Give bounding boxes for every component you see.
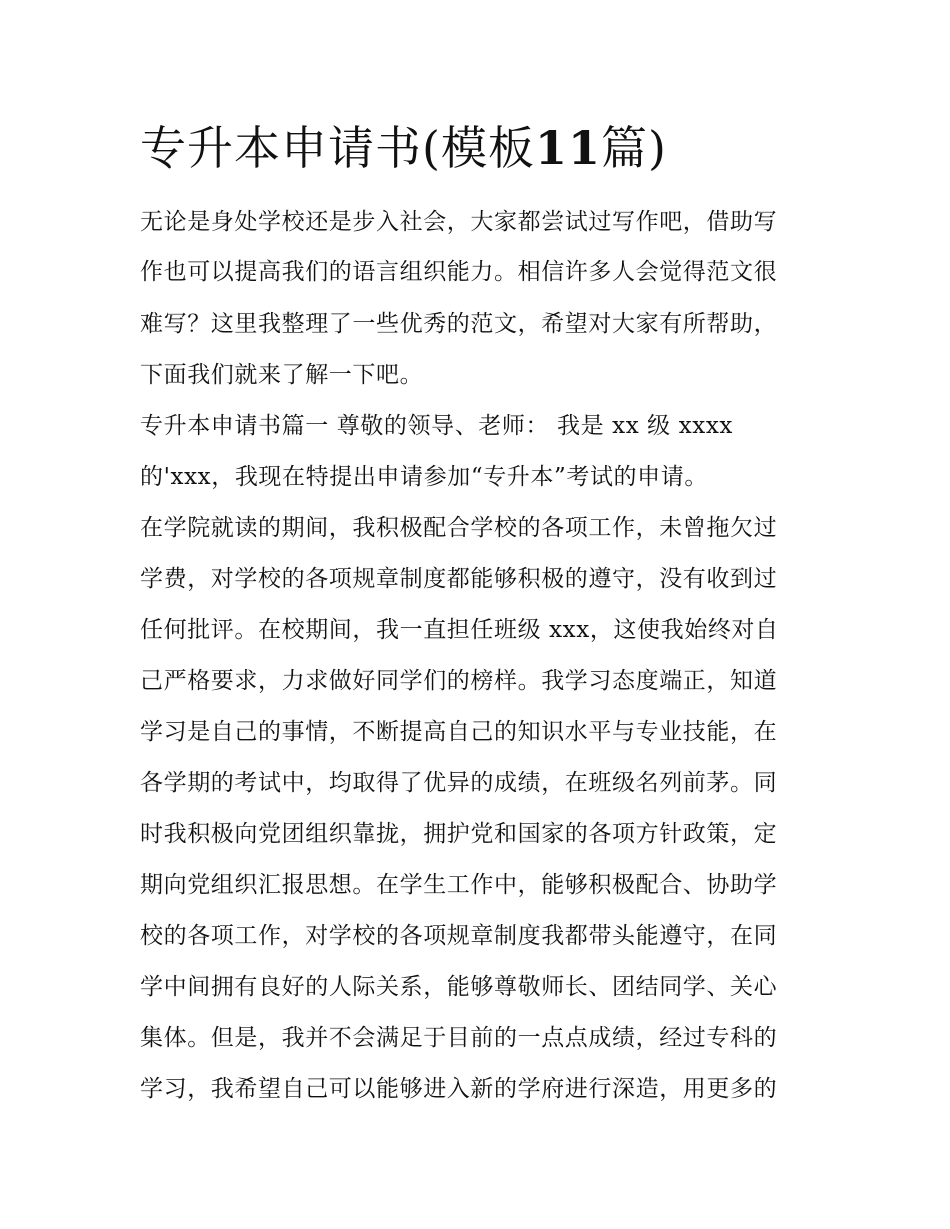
text-line: 各学期的考试中，均取得了优异的成绩，在班级名列前茅。同 bbox=[140, 770, 778, 796]
title-number: 11 bbox=[534, 121, 601, 175]
text-line: 任何批评。在校期间，我一直担任班级 xxx，这使我始终对自 bbox=[140, 617, 779, 643]
text-line: 学习是自己的事情，不断提高自己的知识水平与专业技能，在 bbox=[140, 719, 778, 745]
text-line: 时我积极向党团组织靠拢，拥护党和国家的各项方针政策，定 bbox=[140, 821, 778, 847]
text-line: 专升本申请书篇一 尊敬的领导、老师： 我是 xx 级 xxxx bbox=[140, 413, 733, 439]
text-line: 己严格要求，力求做好同学们的榜样。我学习态度端正，知道 bbox=[140, 668, 778, 694]
title-prefix: 专升本申请书(模板 bbox=[140, 121, 535, 175]
text-line: 无论是身处学校还是步入社会，大家都尝试过写作吧，借助写 bbox=[140, 209, 778, 235]
text-line: 期向党组织汇报思想。在学生工作中，能够积极配合、协助学 bbox=[140, 872, 778, 898]
text-line: 在学院就读的期间，我积极配合学校的各项工作，未曾拖欠过 bbox=[140, 515, 778, 541]
text-line: 学习，我希望自己可以能够进入新的学府进行深造，用更多的 bbox=[140, 1076, 778, 1102]
text-line: 的'xxx，我现在特提出申请参加“专升本”考试的申请。 bbox=[140, 464, 708, 490]
text-line: 学费，对学校的各项规章制度都能够积极的遵守，没有收到过 bbox=[140, 566, 778, 592]
text-line: 学中间拥有良好的人际关系，能够尊敬师长、团结同学、关心 bbox=[140, 974, 778, 1000]
title-suffix: 篇) bbox=[600, 121, 667, 175]
text-line: 下面我们就来了解一下吧。 bbox=[140, 362, 424, 388]
text-line: 校的各项工作，对学校的各项规章制度我都带头能遵守，在同 bbox=[140, 923, 778, 949]
text-line: 集体。但是，我并不会满足于目前的一点点成绩，经过专科的 bbox=[140, 1025, 778, 1051]
document-title bbox=[140, 116, 667, 180]
text-line: 作也可以提高我们的语言组织能力。相信许多人会觉得范文很 bbox=[140, 259, 778, 285]
text-line: 难写？这里我整理了一些优秀的范文，希望对大家有所帮助， bbox=[140, 311, 778, 337]
